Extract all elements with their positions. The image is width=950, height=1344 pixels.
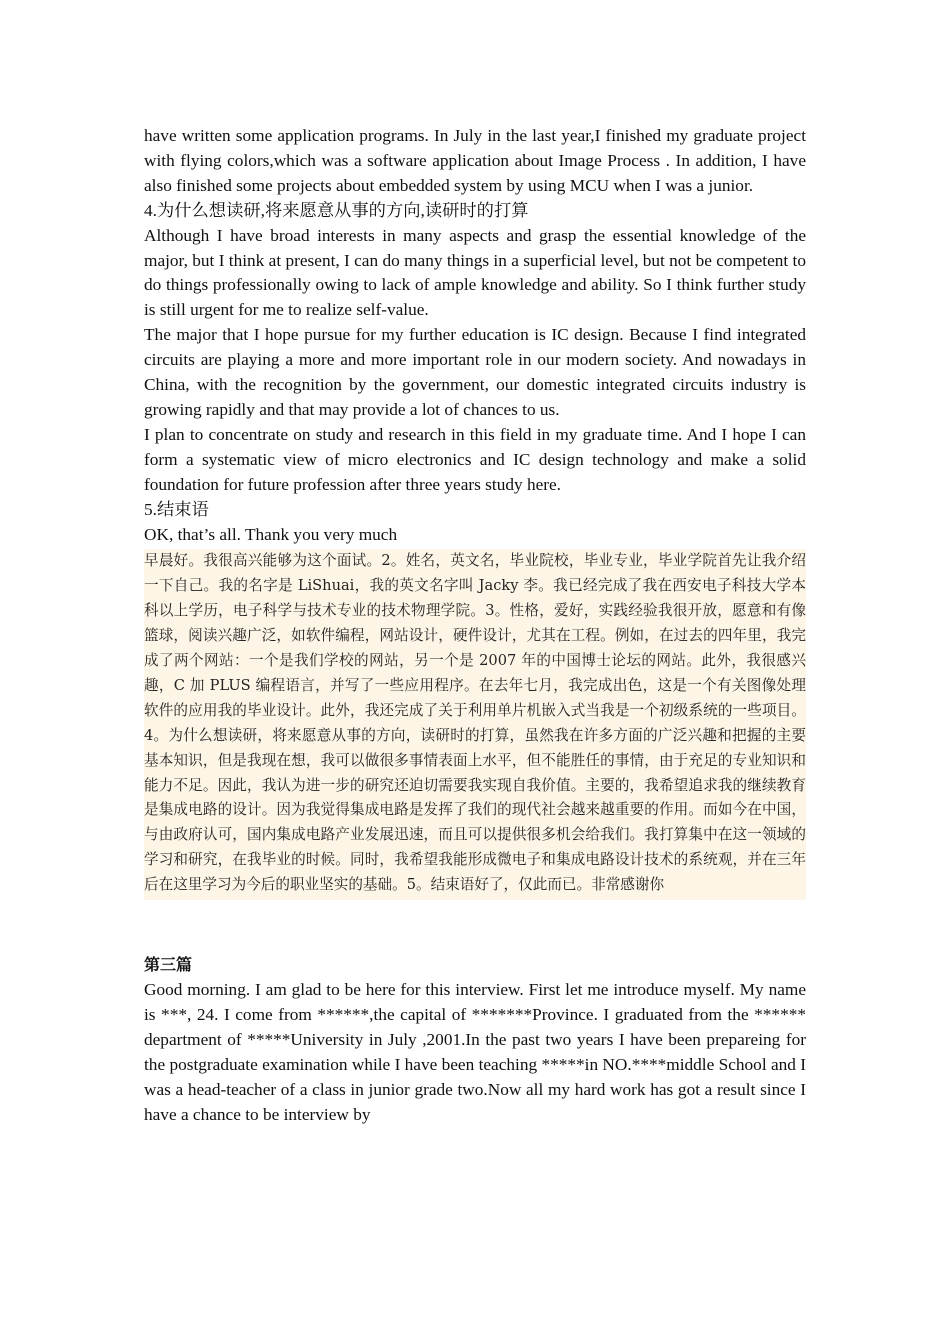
heading-conclusion: 5.结束语 — [144, 499, 209, 519]
document-body — [144, 124, 806, 1128]
section-title: 第三篇 — [144, 955, 193, 975]
heading-question-4: 4.为什么想读研,将来愿意从事的方向,读研时的打算 — [144, 200, 529, 220]
paragraph-major: The major that I hope pursue for my further education is IC design. Because I find integrated circuits are playing a more and more important role in our modern society. And nowadays in China, with the recognition by the government, our domestic integrated circuits industry is growing rapidly and that may provide a lot of chances to us. — [144, 325, 806, 419]
paragraph-thanks: OK, that’s all. Thank you very much — [144, 524, 398, 544]
paragraph-interests: Although I have broad interests in many aspects and grasp the essential knowledge of the major, but I think at present, I can do many things in a superficial level, but not be competent to do things professionally owing to lack of ample knowledge and ability. So I think further study is still urgent for me to realize self-value. — [144, 225, 806, 320]
paragraph-projects: have written some application programs. In July in the last year,I finished my graduate project with flying colors,which was a software application about Image Process . In addition, I have also finished some projects about embedded system by using MCU when I was a junior. — [144, 126, 806, 195]
paragraph-self-introduction: Good morning. I am glad to be here for this interview. First let me introduce myself. My name is ***, 24. I come from ******,the capital of *******Province. I graduated from the ****** department of *****University in July ,2001.In the past two years I have been prepareing for the postgraduate examination while I have been teaching *****in NO.****middle School and I was a head-teacher of a class in junior grade two.Now all my hard work has got a result since I have a chance to be interview by — [144, 980, 806, 1124]
paragraph-plan: I plan to concentrate on study and research in this field in my graduate time. And I hope I can form a systematic view of micro electronics and IC design technology and make a solid foundation for future profession after three years study here. — [144, 424, 806, 494]
chinese-translation-block: 早晨好。我很高兴能够为这个面试。2。姓名，英文名，毕业院校，毕业专业，毕业学院首先让我介绍一下自己。我的名字是 LiShuai，我的英文名字叫 Jacky 李。我已经完成了我在西安电子科技大学本科以上学历，电子科学与技术专业的技术物理学院。3。性格，爱好，实践经验我很开放，愿意和有像篮球，阅读兴趣广泛，如软件编程，网站设计，硬件设计，尤其在工程。例如，在过去的四年里，我完成了两个网站：一个是我们学校的网站，另一个是 2007 年的中国博士论坛的网站。此外，我很感兴趣，C 加 PLUS 编程语言，并写了一些应用程序。在去年七月，我完成出色，这是一个有关图像处理软件的应用我的毕业设计。此外，我还完成了关于利用单片机嵌入式当我是一个初级系统的一些项目。 4。为什么想读研，将来愿意从事的方向，读研时的打算，虽然我在许多方面的广泛兴趣和把握的主要基本知识，但是我现在想，我可以做很多事情表面上水平，但不能胜任的事情，由于充足的专业知识和能力不足。因此，我认为进一步的研究还迫切需要我实现自我价值。主要的，我希望追求我的继续教育是集成电路的设计。因为我觉得集成电路是发挥了我们的现代社会越来越重要的作用。而如今在中国，与由政府认可，国内集成电路产业发展迅速，而且可以提供很多机会给我们。我打算集中在这一领域的学习和研究，在我毕业的时候。同时，我希望我能形成微电子和集成电路设计技术的系统观，并在三年后在这里学习为今后的职业坚实的基础。5。结束语好了，仅此而已。非常感谢你 — [144, 549, 806, 900]
